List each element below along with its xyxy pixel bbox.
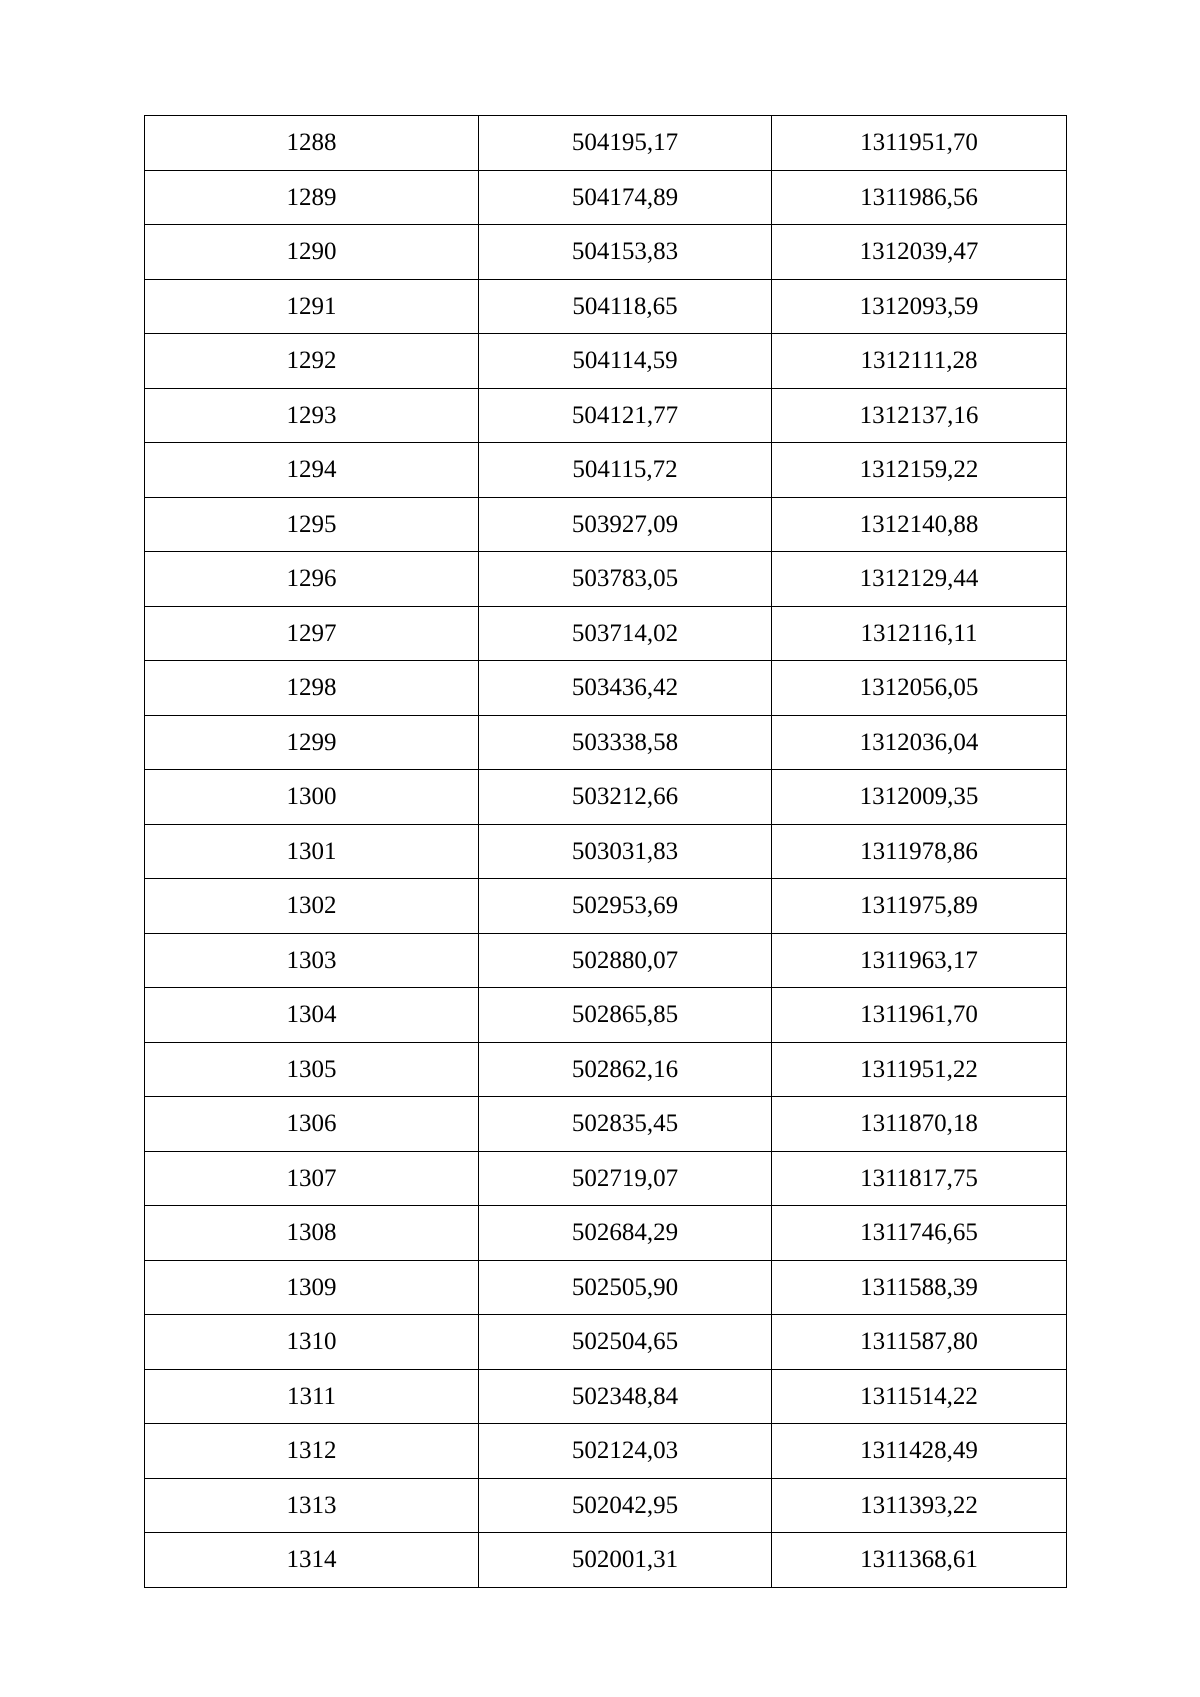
- y-coordinate-cell: 1311746,65: [772, 1206, 1067, 1261]
- x-coordinate-cell: 502953,69: [479, 879, 772, 934]
- y-coordinate-cell: 1312137,16: [772, 388, 1067, 443]
- x-coordinate-cell: 503212,66: [479, 770, 772, 825]
- x-coordinate-cell: 502124,03: [479, 1424, 772, 1479]
- table-row: [145, 225, 1067, 280]
- y-coordinate-cell: 1311963,17: [772, 933, 1067, 988]
- x-coordinate-cell: 502719,07: [479, 1151, 772, 1206]
- x-coordinate-cell: 503436,42: [479, 661, 772, 716]
- y-coordinate-cell: 1312093,59: [772, 279, 1067, 334]
- table-row: [145, 988, 1067, 1043]
- x-coordinate-cell: 502835,45: [479, 1097, 772, 1152]
- table-row: [145, 715, 1067, 770]
- y-coordinate-cell: 1312009,35: [772, 770, 1067, 825]
- y-coordinate-cell: 1311870,18: [772, 1097, 1067, 1152]
- y-coordinate-cell: 1312036,04: [772, 715, 1067, 770]
- table-row: [145, 497, 1067, 552]
- table-row: [145, 1042, 1067, 1097]
- y-coordinate-cell: 1311514,22: [772, 1369, 1067, 1424]
- table-row: [145, 388, 1067, 443]
- x-coordinate-cell: 502001,31: [479, 1533, 772, 1588]
- x-coordinate-cell: 502684,29: [479, 1206, 772, 1261]
- y-coordinate-cell: 1311961,70: [772, 988, 1067, 1043]
- point-number-cell: 1298: [145, 661, 479, 716]
- y-coordinate-cell: 1311951,22: [772, 1042, 1067, 1097]
- table-row: [145, 279, 1067, 334]
- x-coordinate-cell: 504121,77: [479, 388, 772, 443]
- point-number-cell: 1296: [145, 552, 479, 607]
- point-number-cell: 1302: [145, 879, 479, 934]
- table-row: [145, 443, 1067, 498]
- y-coordinate-cell: 1312129,44: [772, 552, 1067, 607]
- point-number-cell: 1312: [145, 1424, 479, 1479]
- y-coordinate-cell: 1311975,89: [772, 879, 1067, 934]
- point-number-cell: 1313: [145, 1478, 479, 1533]
- table-row: [145, 933, 1067, 988]
- x-coordinate-cell: 502865,85: [479, 988, 772, 1043]
- point-number-cell: 1305: [145, 1042, 479, 1097]
- point-number-cell: 1304: [145, 988, 479, 1043]
- table-row: [145, 1533, 1067, 1588]
- table-row: [145, 552, 1067, 607]
- x-coordinate-cell: 503714,02: [479, 606, 772, 661]
- table-row: [145, 1151, 1067, 1206]
- x-coordinate-cell: 502504,65: [479, 1315, 772, 1370]
- x-coordinate-cell: 502042,95: [479, 1478, 772, 1533]
- table-row: [145, 1097, 1067, 1152]
- y-coordinate-cell: 1311393,22: [772, 1478, 1067, 1533]
- point-number-cell: 1306: [145, 1097, 479, 1152]
- point-number-cell: 1289: [145, 170, 479, 225]
- point-number-cell: 1308: [145, 1206, 479, 1261]
- point-number-cell: 1291: [145, 279, 479, 334]
- x-coordinate-cell: 504153,83: [479, 225, 772, 280]
- point-number-cell: 1299: [145, 715, 479, 770]
- table-row: [145, 1424, 1067, 1479]
- y-coordinate-cell: 1311588,39: [772, 1260, 1067, 1315]
- point-number-cell: 1311: [145, 1369, 479, 1424]
- table-row: [145, 661, 1067, 716]
- point-number-cell: 1293: [145, 388, 479, 443]
- point-number-cell: 1294: [145, 443, 479, 498]
- y-coordinate-cell: 1312116,11: [772, 606, 1067, 661]
- point-number-cell: 1301: [145, 824, 479, 879]
- point-number-cell: 1290: [145, 225, 479, 280]
- y-coordinate-cell: 1312111,28: [772, 334, 1067, 389]
- table-row: [145, 770, 1067, 825]
- table-row: [145, 170, 1067, 225]
- y-coordinate-cell: 1311986,56: [772, 170, 1067, 225]
- table-row: [145, 1206, 1067, 1261]
- y-coordinate-cell: 1312039,47: [772, 225, 1067, 280]
- point-number-cell: 1309: [145, 1260, 479, 1315]
- y-coordinate-cell: 1312159,22: [772, 443, 1067, 498]
- table-row: [145, 606, 1067, 661]
- table-row: [145, 116, 1067, 171]
- y-coordinate-cell: 1311817,75: [772, 1151, 1067, 1206]
- table-row: [145, 1478, 1067, 1533]
- y-coordinate-cell: 1312056,05: [772, 661, 1067, 716]
- x-coordinate-cell: 502880,07: [479, 933, 772, 988]
- point-number-cell: 1300: [145, 770, 479, 825]
- x-coordinate-cell: 502505,90: [479, 1260, 772, 1315]
- x-coordinate-cell: 503927,09: [479, 497, 772, 552]
- x-coordinate-cell: 504115,72: [479, 443, 772, 498]
- coordinates-table-body: [145, 116, 1067, 1588]
- x-coordinate-cell: 503783,05: [479, 552, 772, 607]
- y-coordinate-cell: 1311978,86: [772, 824, 1067, 879]
- x-coordinate-cell: 504195,17: [479, 116, 772, 171]
- table-row: [145, 1315, 1067, 1370]
- coordinates-table: [144, 115, 1067, 1588]
- y-coordinate-cell: 1312140,88: [772, 497, 1067, 552]
- x-coordinate-cell: 504174,89: [479, 170, 772, 225]
- x-coordinate-cell: 504114,59: [479, 334, 772, 389]
- table-row: [145, 1369, 1067, 1424]
- point-number-cell: 1297: [145, 606, 479, 661]
- y-coordinate-cell: 1311951,70: [772, 116, 1067, 171]
- table-row: [145, 334, 1067, 389]
- x-coordinate-cell: 503338,58: [479, 715, 772, 770]
- table-row: [145, 824, 1067, 879]
- point-number-cell: 1307: [145, 1151, 479, 1206]
- point-number-cell: 1288: [145, 116, 479, 171]
- x-coordinate-cell: 503031,83: [479, 824, 772, 879]
- point-number-cell: 1292: [145, 334, 479, 389]
- point-number-cell: 1314: [145, 1533, 479, 1588]
- x-coordinate-cell: 502348,84: [479, 1369, 772, 1424]
- x-coordinate-cell: 504118,65: [479, 279, 772, 334]
- table-row: [145, 1260, 1067, 1315]
- y-coordinate-cell: 1311428,49: [772, 1424, 1067, 1479]
- x-coordinate-cell: 502862,16: [479, 1042, 772, 1097]
- y-coordinate-cell: 1311368,61: [772, 1533, 1067, 1588]
- point-number-cell: 1303: [145, 933, 479, 988]
- point-number-cell: 1295: [145, 497, 479, 552]
- point-number-cell: 1310: [145, 1315, 479, 1370]
- y-coordinate-cell: 1311587,80: [772, 1315, 1067, 1370]
- table-row: [145, 879, 1067, 934]
